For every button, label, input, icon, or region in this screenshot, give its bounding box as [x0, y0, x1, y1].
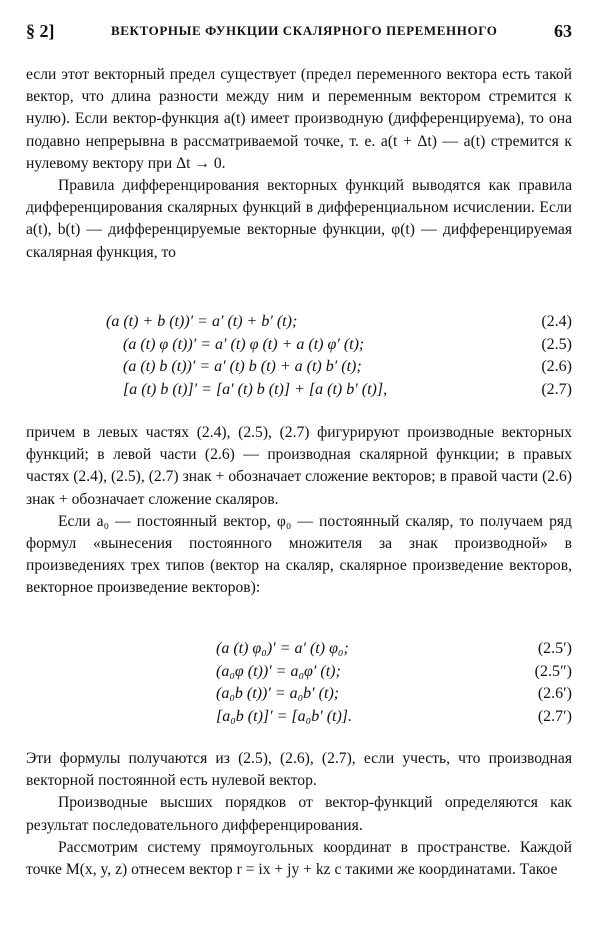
text-block-2 — [26, 422, 572, 600]
formula: [a₀b (t)]′ = [a₀b′ (t)]. — [216, 707, 353, 725]
equation-number: (2.6) — [541, 358, 572, 375]
paragraph-4: Если a₀ — постоянный вектор, φ₀ — постоянный скаляр, то получаем ряд формул «вынесения постоянного множителя за знак производной» в произведениях трех типов (вектор на скаляр, скалярное произведение векторов, векторное произведение векторов): — [26, 512, 572, 597]
equation-number: (2.5″) — [534, 662, 572, 680]
formula: (a₀b (t))′ = a₀b′ (t); — [216, 685, 340, 702]
formula: (a₀φ (t))′ = a₀φ′ (t); — [216, 662, 341, 680]
formula: (a (t) b (t))′ = a′ (t) b (t) + a (t) b′ (t); — [123, 358, 362, 375]
formula: [a (t) b (t)]′ = [a′ (t) b (t)] + [a (t) b′ (t)], — [123, 380, 388, 398]
formula: (a (t) + b (t))′ = a′ (t) + b′ (t); — [106, 313, 298, 330]
equation-number: (2.5) — [541, 335, 572, 353]
formula-block-1 — [26, 311, 572, 401]
paragraph-7: Рассмотрим систему прямоугольных координат в пространстве. Каждой точке M(x, y, z) отнесем вектор r = ix + jy + kz с такими же координатами. Такое — [26, 838, 572, 879]
equation-number: (2.7) — [541, 380, 572, 398]
page-number: 63 — [553, 20, 572, 41]
running-title: ВЕКТОРНЫЕ ФУНКЦИИ СКАЛЯРНОГО ПЕРЕМЕННОГО — [111, 23, 498, 38]
formula-row — [26, 379, 572, 402]
paragraph-6: Производные высших порядков от вектор-функций определяются как результат последовательного дифференцирования. — [26, 794, 572, 834]
paragraph-3: причем в левых частях (2.4), (2.5), (2.7) фигурируют производные векторных функций; в левой части (2.6) — производная скалярной функции; в правых частях (2.4), (2.5), (2.7) знак + обозначает сложение векторов; в правой части (2.6) знак + обозначает сложение скаляров. — [26, 424, 572, 508]
paragraph-5: Эти формулы получаются из (2.5), (2.6), (2.7), если учесть, что производная векторной постоянной есть нулевой вектор. — [26, 750, 572, 790]
equation-number: (2.4) — [541, 313, 572, 330]
section-mark: § 2] — [26, 20, 55, 41]
equation-number: (2.5′) — [537, 640, 572, 657]
formula-row — [26, 356, 572, 379]
text-block-1 — [26, 64, 572, 264]
formula-row — [26, 683, 572, 706]
formula-row — [26, 638, 572, 661]
running-header — [26, 18, 572, 44]
formula-row — [26, 311, 572, 334]
formula-row — [26, 334, 572, 357]
formula: (a (t) φ (t))′ = a′ (t) φ (t) + a (t) φ′ (t); — [123, 335, 365, 353]
formula-block-2 — [26, 638, 572, 728]
text-block-3 — [26, 748, 572, 881]
formula-row — [26, 706, 572, 729]
paragraph-2: Правила дифференцирования векторных функций выводятся как правила дифференцирования скалярных функций в дифференциальном исчислении. Если a(t), b(t) — дифференцируемые векторные функции, φ(t) — дифференцируемая скалярная функция, то — [26, 177, 572, 261]
equation-number: (2.7′) — [537, 707, 572, 725]
formula: (a (t) φ₀)′ = a′ (t) φ₀; — [216, 640, 349, 657]
formula-row — [26, 661, 572, 684]
paragraph-1: если этот векторный предел существует (предел переменного вектора есть такой вектор, что длина разности между ним и переменным вектором стремится к нулю). Если вектор-функция a(t) имеет производную (дифференцируема), то она подавно непрерывна в рассматриваемой точке, т. е. a(t + Δt) — a(t) стремится к нулевому вектору при Δt → 0. — [26, 66, 572, 172]
equation-number: (2.6′) — [537, 685, 572, 702]
